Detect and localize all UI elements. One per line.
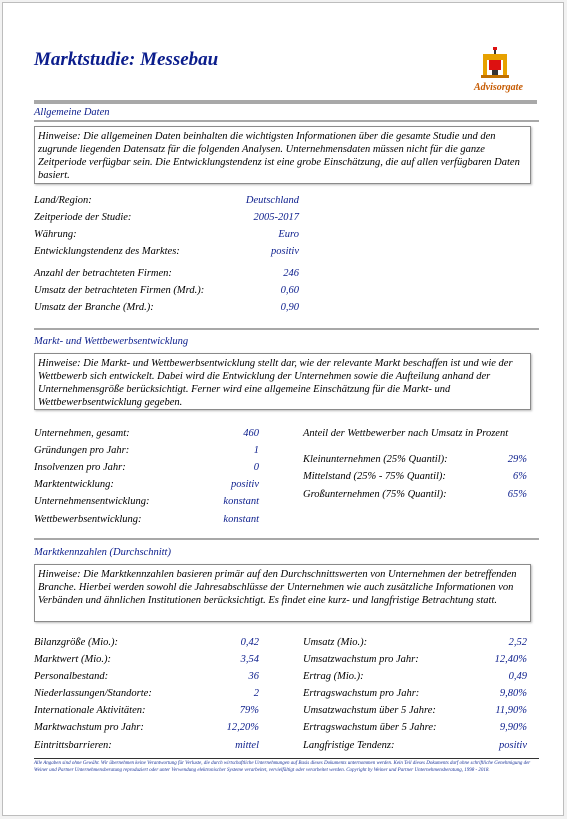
title-divider xyxy=(34,100,537,104)
logo-text: Advisorgate xyxy=(474,82,523,93)
kpi-value-longterm: positiv xyxy=(499,740,527,751)
general-label-trend: Entwicklungstendenz des Marktes: xyxy=(34,246,180,257)
section-divider xyxy=(34,120,539,122)
section-divider xyxy=(34,328,539,330)
kpi-value-profit-growth: 9,80% xyxy=(499,688,527,699)
footer-disclaimer: Alle Angaben sind ohne Gewähr. Wir übernehmen keine Verantwortung für Verluste, die durch wirtschaftliche Unternehmungen auf Basis dieses Dokuments unternommen werden. Kein Teil dieses Dokuments darf ohne schriftliche Genehmigung der Weiner und Partner Unternehmensberatung reproduziert oder unter Verwendung elektronischer Systeme verarbeitet, vervielfältigt oder verarbeitet werden. Copyright by Weiner und Partner Unternehmensberatung, 1998 - 2018. xyxy=(34,761,531,773)
market-label-market-dev: Marktentwicklung: xyxy=(34,479,114,490)
market-label-mid: Mittelstand (25% - 75% Quantil): xyxy=(303,471,446,482)
kpi-label-balance: Bilanzgröße (Mio.): xyxy=(34,637,118,648)
general-value-trend: positiv xyxy=(271,246,299,257)
section-heading-general: Allgemeine Daten xyxy=(34,107,110,118)
general-value-industry-revenue: 0,90 xyxy=(280,302,299,313)
kpi-label-profit-growth-5y: Ertragswachstum über 5 Jahre: xyxy=(303,722,437,733)
section-divider xyxy=(34,538,539,540)
market-share-heading: Anteil der Wettbewerber nach Umsatz in Prozent xyxy=(303,428,509,439)
general-label-firms: Anzahl der betrachteten Firmen: xyxy=(34,268,172,279)
general-value-currency: Euro xyxy=(278,229,299,240)
kpi-note-box: Hinweise: Die Marktkennzahlen basieren primär auf den Durchschnittswerten von Unternehmen der betreffenden Branche. Hierbei werden sowohl die Jahresabschlüsse der Unternehmen wie auch zusätzliche Informationen von Verbänden und ähnlichen Institutionen berücksichtigt. Es findet eine kurz- und langfristige Betrachtung statt. xyxy=(34,564,531,622)
kpi-label-barriers: Eintrittsbarrieren: xyxy=(34,740,112,751)
kpi-label-revenue-growth: Umsatzwachstum pro Jahr: xyxy=(303,654,419,665)
market-value-large: 65% xyxy=(507,489,527,500)
market-value-foundings: 1 xyxy=(253,445,259,456)
general-note-box: Hinweise: Die allgemeinen Daten beinhalten die wichtigsten Informationen über die gesamte Studie und den zugrunde liegenden Datensatz für die folgenden Analysen. Unternehmensdaten müssen nicht für die ganze Zeitperiode verfügbar sein. Die Entwicklungstendenz ist eine grobe Einschätzung, die auf allen verfügbaren Daten basiert. xyxy=(34,126,531,184)
market-label-small: Kleinunternehmen (25% Quantil): xyxy=(303,454,448,465)
kpi-label-market-value: Marktwert (Mio.): xyxy=(34,654,111,665)
kpi-value-profit: 0,49 xyxy=(508,671,527,682)
advisorgate-logo-icon xyxy=(481,47,509,79)
kpi-value-barriers: mittel xyxy=(235,740,259,751)
market-value-companies: 460 xyxy=(243,428,259,439)
general-label-industry-revenue: Umsatz der Branche (Mrd.): xyxy=(34,302,154,313)
kpi-label-locations: Niederlassungen/Standorte: xyxy=(34,688,152,699)
general-label-land: Land/Region: xyxy=(34,195,92,206)
general-value-firm-revenue: 0,60 xyxy=(280,285,299,296)
market-label-foundings: Gründungen pro Jahr: xyxy=(34,445,130,456)
kpi-label-revenue: Umsatz (Mio.): xyxy=(303,637,368,648)
kpi-value-locations: 2 xyxy=(253,688,259,699)
footer-divider xyxy=(34,758,539,759)
page-title: Marktstudie: Messebau xyxy=(34,49,219,70)
kpi-value-staff: 36 xyxy=(248,671,259,682)
kpi-label-profit: Ertrag (Mio.): xyxy=(303,671,364,682)
section-heading-kpi: Marktkennzahlen (Durchschnitt) xyxy=(34,547,171,558)
kpi-value-balance: 0,42 xyxy=(240,637,259,648)
general-label-period: Zeitperiode der Studie: xyxy=(34,212,132,223)
kpi-label-international: Internationale Aktivitäten: xyxy=(34,705,146,716)
kpi-label-staff: Personalbestand: xyxy=(34,671,109,682)
market-value-market-dev: positiv xyxy=(231,479,259,490)
market-label-competition-dev: Wettbewerbsentwicklung: xyxy=(34,514,142,525)
market-note-box: Hinweise: Die Markt- und Wettbewerbsentwicklung stellt dar, wie der relevante Markt beschaffen ist und wie der Wettbewerb sich entwickelt. Dabei wird die Entwicklung der Unternehmen sowie die Aufteilung anhand der Unternehmensgröße berücksichtigt. Ferner wird eine allgemeine Einschätzung für die Markt- und Wettbewerbsentwicklung gegeben. xyxy=(34,353,531,410)
kpi-value-revenue: 2,52 xyxy=(508,637,527,648)
market-value-mid: 6% xyxy=(513,471,527,482)
market-value-small: 29% xyxy=(507,454,527,465)
market-value-company-dev: konstant xyxy=(223,496,259,507)
kpi-value-international: 79% xyxy=(239,705,259,716)
general-label-currency: Währung: xyxy=(34,229,77,240)
kpi-label-longterm: Langfristige Tendenz: xyxy=(303,740,395,751)
kpi-value-market-growth: 12,20% xyxy=(226,722,259,733)
kpi-value-revenue-growth-5y: 11,90% xyxy=(495,705,527,716)
market-label-insolvencies: Insolvenzen pro Jahr: xyxy=(34,462,126,473)
kpi-value-market-value: 3,54 xyxy=(240,654,259,665)
kpi-value-profit-growth-5y: 9,90% xyxy=(499,722,527,733)
general-value-land: Deutschland xyxy=(245,195,299,206)
kpi-label-profit-growth: Ertragswachstum pro Jahr: xyxy=(303,688,420,699)
market-label-companies: Unternehmen, gesamt: xyxy=(34,428,130,439)
market-value-insolvencies: 0 xyxy=(253,462,259,473)
report-page xyxy=(2,2,564,816)
market-label-large: Großunternehmen (75% Quantil): xyxy=(303,489,447,500)
market-label-company-dev: Unternehmensentwicklung: xyxy=(34,496,150,507)
kpi-value-revenue-growth: 12,40% xyxy=(494,654,527,665)
general-value-period: 2005-2017 xyxy=(253,212,299,223)
general-label-firm-revenue: Umsatz der betrachteten Firmen (Mrd.): xyxy=(34,285,205,296)
kpi-label-revenue-growth-5y: Umsatzwachstum über 5 Jahre: xyxy=(303,705,436,716)
general-value-firms: 246 xyxy=(283,268,299,279)
market-value-competition-dev: konstant xyxy=(223,514,259,525)
section-heading-market: Markt- und Wettbewerbsentwicklung xyxy=(34,336,189,347)
kpi-label-market-growth: Marktwachstum pro Jahr: xyxy=(34,722,144,733)
